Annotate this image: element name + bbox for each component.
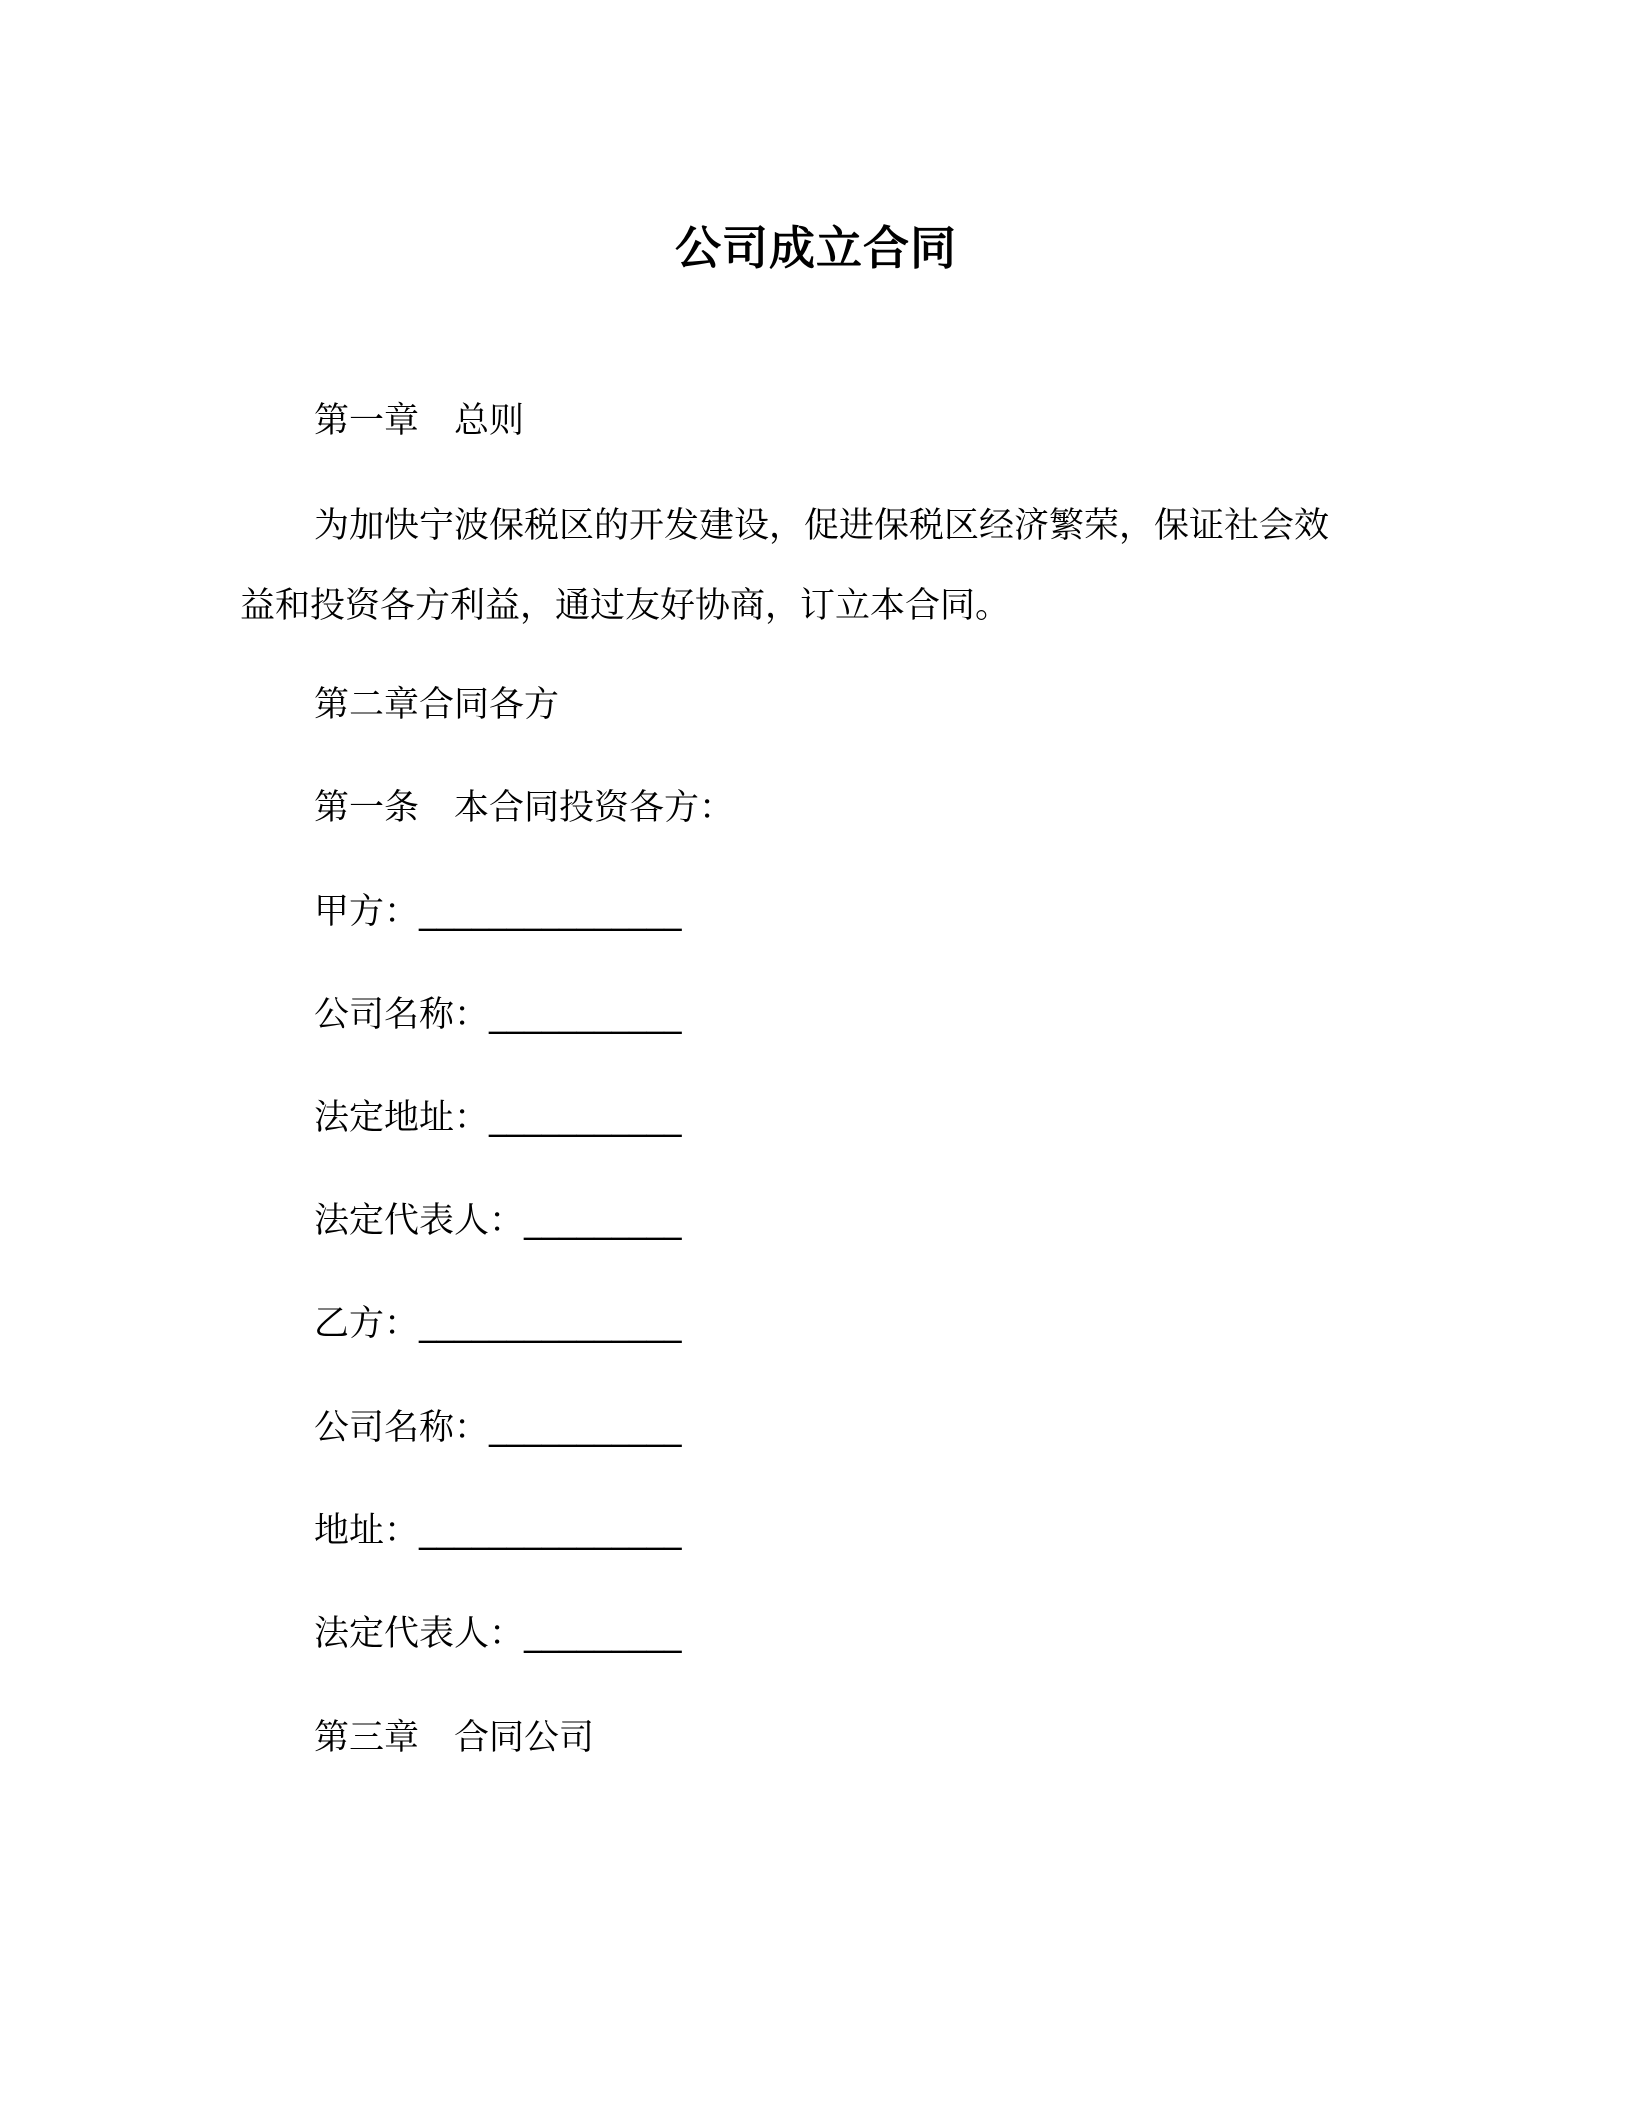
article-1: 第一条 本合同投资各方： xyxy=(314,788,735,828)
party-a-company-name: 公司名称：___________ xyxy=(314,995,682,1035)
party-b-legal-rep: 法定代表人：_________ xyxy=(314,1614,682,1654)
party-b-label: 乙方：_______________ xyxy=(314,1304,682,1344)
party-b-company-name: 公司名称：___________ xyxy=(314,1408,682,1448)
intro-paragraph: 为加快宁波保税区的开发建设，促进保税区经济繁荣，保证社会效益和投资各方利益，通过友好协商，订立本合同。 xyxy=(240,506,1330,626)
party-a-label: 甲方：_______________ xyxy=(314,892,682,932)
chapter-1-heading: 第一章 总则 xyxy=(314,401,525,441)
party-a-legal-rep: 法定代表人：_________ xyxy=(314,1201,682,1241)
document-title: 公司成立合同 xyxy=(675,221,957,275)
chapter-3-heading: 第三章 合同公司 xyxy=(314,1718,595,1758)
party-b-address: 地址：_______________ xyxy=(314,1511,682,1551)
chapter-2-heading: 第二章合同各方 xyxy=(314,685,560,725)
party-a-legal-address: 法定地址：___________ xyxy=(314,1098,682,1138)
